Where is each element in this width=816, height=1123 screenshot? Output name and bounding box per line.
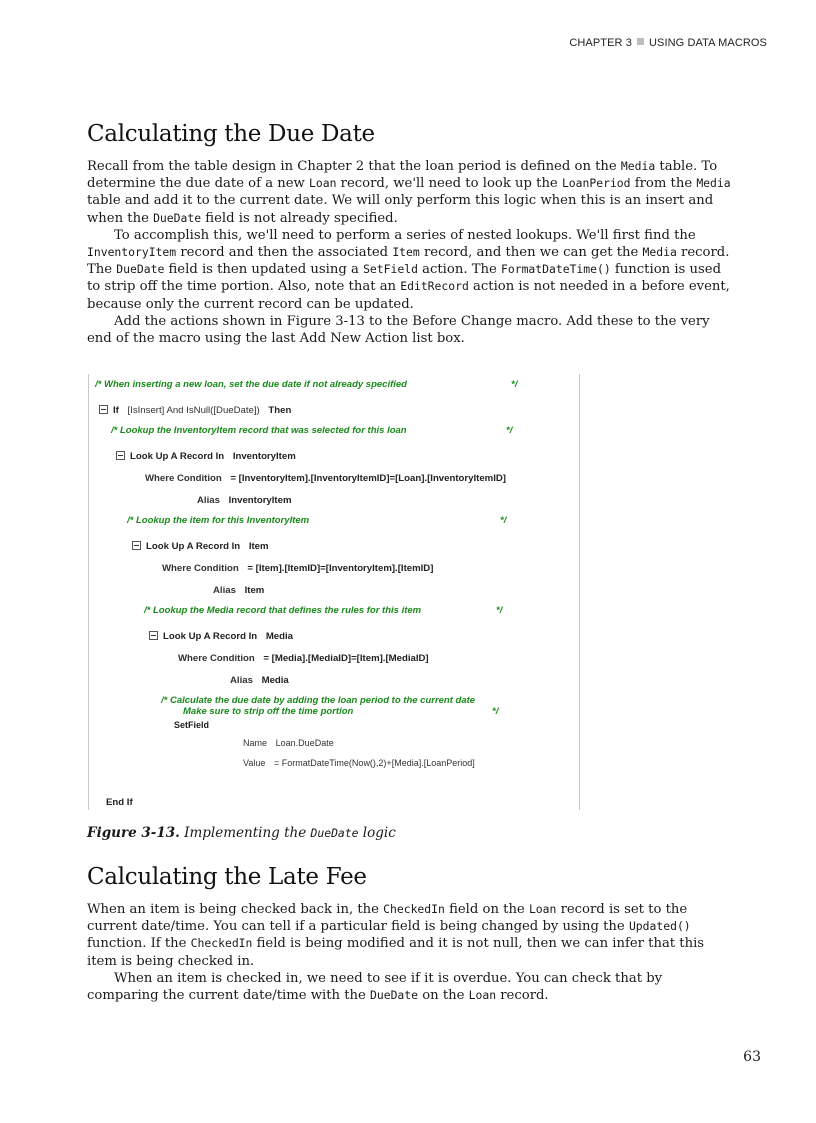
collapse-toggle-icon[interactable] xyxy=(116,451,125,460)
where-condition[interactable]: = [InventoryItem].[InventoryItemID]=[Loan].[InventoryItemID] xyxy=(230,473,506,484)
page-number: 63 xyxy=(743,1049,761,1065)
where-label: Where Condition xyxy=(162,563,239,574)
inline-code: EditRecord xyxy=(400,279,469,294)
section-heading-late-fee: Calculating the Late Fee xyxy=(87,864,367,890)
comment-end: */ xyxy=(492,706,499,717)
collapse-toggle-icon[interactable] xyxy=(99,405,108,414)
text-run: field is being modified and it is not null, then we can infer that this item is being checked in. xyxy=(87,936,705,969)
inline-code: SetField xyxy=(363,262,418,277)
where-condition[interactable]: = [Item].[ItemID]=[InventoryItem].[ItemID] xyxy=(247,563,434,574)
macro-comment: /* Calculate the due date by adding the loan period to the current date xyxy=(161,695,476,706)
inline-code: CheckedIn xyxy=(190,936,253,951)
inline-code: LoanPeriod xyxy=(561,176,631,191)
name-label: Name xyxy=(243,738,268,748)
inline-code: Loan xyxy=(528,902,557,916)
text-run: Recall from the table design in Chapter 2 that the loan period is defined on the xyxy=(87,159,621,174)
alias-value[interactable]: Item xyxy=(244,585,265,596)
text-run: record is set to the current date/time. You can tell if a particular field is being changed by using the xyxy=(87,902,688,935)
lookup-keyword: Look Up A Record In xyxy=(130,451,225,462)
where-label: Where Condition xyxy=(178,653,255,664)
macro-comment: /* Lookup the item for this InventoryItem xyxy=(127,515,310,526)
value-label: Value xyxy=(243,758,266,768)
inline-code: Media xyxy=(620,159,656,173)
alias-label: Alias xyxy=(213,585,236,596)
chapter-label: CHAPTER 3 xyxy=(569,37,632,49)
paragraph xyxy=(87,901,737,970)
text-run: record, we'll need to look up the xyxy=(336,176,562,192)
macro-designer-figure xyxy=(88,374,580,810)
lookup-table[interactable]: InventoryItem xyxy=(232,451,296,462)
collapse-toggle-icon[interactable] xyxy=(132,541,141,550)
alias-value[interactable]: InventoryItem xyxy=(228,495,292,506)
lookup-keyword: Look Up A Record In xyxy=(163,631,258,642)
macro-comment: /* Lookup the Media record that defines the rules for this item xyxy=(144,605,422,616)
text-run: table and add it to the current date. We will only perform this logic when this is an insert and when the xyxy=(87,193,714,226)
macro-comment: Make sure to strip off the time portion xyxy=(183,706,354,717)
text-run: function. If the xyxy=(87,936,191,952)
caption-label: Figure 3-13. xyxy=(87,825,180,841)
comment-end: */ xyxy=(506,425,513,436)
text-run: function is used to strip off the time portion. Also, note that an xyxy=(87,262,722,295)
text-run: record. xyxy=(496,988,549,1004)
text-run: field is not already specified. xyxy=(201,210,398,226)
running-header xyxy=(569,37,767,49)
inline-code: InventoryItem xyxy=(87,245,177,260)
text-run: action is not needed in a before event, because only the current record can be updated. xyxy=(87,279,730,312)
endif-keyword: End If xyxy=(106,797,133,808)
where-label: Where Condition xyxy=(145,473,222,484)
inline-code: FormatDateTime() xyxy=(501,262,611,277)
text-run: When an item is checked in, we need to see if it is overdue. You can check that by comparing the current date/time with the xyxy=(87,970,663,1004)
paragraph xyxy=(87,313,737,347)
text-run: record. The xyxy=(87,245,730,278)
lookup-table[interactable]: Media xyxy=(265,631,294,642)
paragraph xyxy=(87,158,737,227)
section-heading-due-date: Calculating the Due Date xyxy=(87,121,375,147)
text-run: field on the xyxy=(444,902,529,917)
text-run: To accomplish this, we'll need to perform a series of nested lookups. We'll first find the xyxy=(114,227,696,243)
text-run: record, and then we can get the xyxy=(419,245,643,261)
lookup-table[interactable]: Item xyxy=(248,541,269,552)
inline-code: Media xyxy=(696,176,731,191)
comment-end: */ xyxy=(496,605,503,616)
text-run: from the xyxy=(630,176,697,192)
lookup-keyword: Look Up A Record In xyxy=(146,541,241,552)
inline-code: CheckedIn xyxy=(383,902,445,916)
inline-code: Updated() xyxy=(628,919,691,934)
inline-code: DueDate xyxy=(153,210,202,225)
text-run: on the xyxy=(418,988,469,1004)
macro-comment: /* Lookup the InventoryItem record that was selected for this loan xyxy=(111,425,407,436)
alias-value[interactable]: Media xyxy=(261,675,289,686)
caption-text: Implementing the xyxy=(179,825,311,841)
text-run: Add the actions shown in Figure 3-13 to the Before Change macro. Add these to the very end of the macro using the last Add New Action list box. xyxy=(87,313,710,347)
inline-code: DueDate xyxy=(116,262,165,277)
comment-end: */ xyxy=(511,379,518,390)
macro-comment: /* When inserting a new loan, set the due date if not already specified xyxy=(95,379,407,390)
if-condition[interactable]: [IsInsert] And IsNull([DueDate]) xyxy=(127,405,260,416)
collapse-toggle-icon[interactable] xyxy=(149,631,158,640)
text-run: table. To determine the due date of a new xyxy=(87,159,718,192)
value-expression[interactable]: = FormatDateTime(Now(),2)+[Media].[LoanPeriod] xyxy=(274,758,475,768)
inline-code: Media xyxy=(642,245,677,260)
comment-end: */ xyxy=(500,515,507,526)
separator-square-icon xyxy=(637,38,644,45)
caption-text-end: logic xyxy=(358,825,396,841)
text-run: action. The xyxy=(417,262,501,278)
alias-label: Alias xyxy=(197,495,220,506)
paragraph xyxy=(87,227,737,313)
text-run: field is then updated using a xyxy=(164,262,364,278)
chapter-title: USING DATA MACROS xyxy=(648,37,767,49)
then-keyword: Then xyxy=(268,405,292,416)
text-run: When an item is being checked back in, the xyxy=(87,902,384,917)
inline-code: DueDate xyxy=(370,988,419,1003)
inline-code: Item xyxy=(392,245,420,260)
paragraph xyxy=(87,970,737,1004)
text-run: record and then the associated xyxy=(176,245,393,261)
inline-code: Loan xyxy=(468,988,497,1003)
caption-code: DueDate xyxy=(310,826,359,840)
figure-caption xyxy=(87,825,396,841)
if-keyword: If xyxy=(113,405,119,416)
alias-label: Alias xyxy=(230,675,253,686)
section1-body xyxy=(87,158,737,347)
name-value[interactable]: Loan.DueDate xyxy=(275,738,334,748)
inline-code: Loan xyxy=(309,176,337,191)
section2-body xyxy=(87,901,737,1004)
where-condition[interactable]: = [Media].[MediaID]=[Item].[MediaID] xyxy=(263,653,429,664)
setfield-keyword: SetField xyxy=(174,720,210,730)
